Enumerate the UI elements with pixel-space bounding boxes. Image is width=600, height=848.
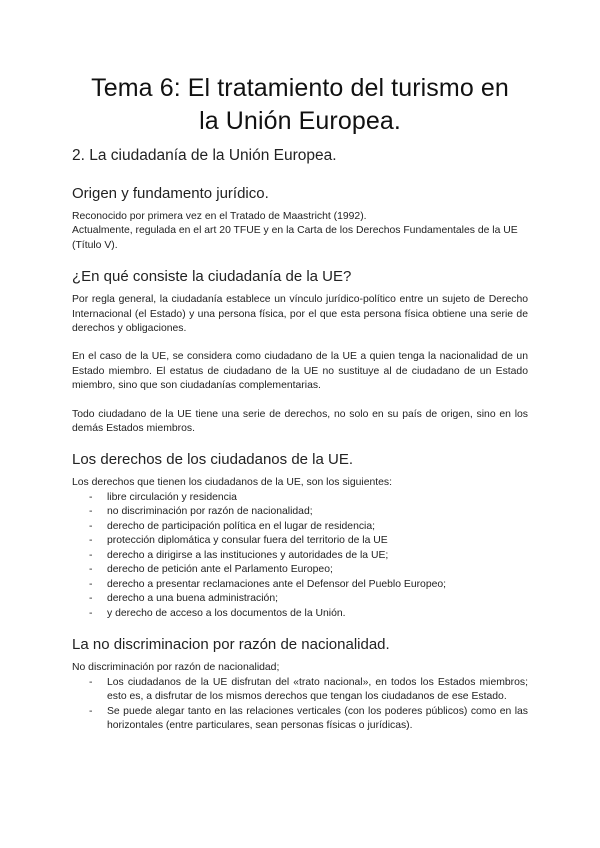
list-item-text: derecho a presentar reclamaciones ante el Defensor del Pueblo Europeo; bbox=[107, 578, 447, 590]
dash-marker: - bbox=[89, 607, 93, 619]
spacer bbox=[72, 166, 528, 184]
dash-marker: - bbox=[89, 549, 93, 561]
origen-line-1: Reconocido por primera vez en el Tratado de Maastricht (1992). bbox=[72, 211, 367, 222]
consiste-paragraph-3: Todo ciudadano de la UE tiene una serie de derechos, no solo en su país de origen, sino en los demás Estados miembros. bbox=[72, 408, 528, 435]
discriminacion-intro: No discriminación por razón de nacionalidad; bbox=[72, 662, 280, 674]
list-item-text: Se puede alegar tanto en las relaciones verticales (con los poderes públicos) como en las horizontales (entre particulares, sean personas físicas o jurídicas). bbox=[107, 705, 528, 732]
document-subtitle: 2. La ciudadanía de la Unión Europea. bbox=[72, 147, 337, 164]
dash-marker: - bbox=[89, 520, 93, 532]
spacer bbox=[72, 394, 528, 408]
document-title bbox=[72, 72, 528, 138]
dash-marker: - bbox=[89, 578, 93, 590]
dash-marker: - bbox=[89, 506, 93, 518]
dash-marker: - bbox=[89, 491, 93, 503]
origen-line-2: Actualmente, regulada en el art 20 TFUE y en la Carta de los Derechos Fundamentales de la UE (Título V). bbox=[72, 225, 518, 251]
section-derechos-heading: Los derechos de los ciudadanos de la UE. bbox=[72, 451, 354, 469]
list-item-text: libre circulación y residencia bbox=[107, 491, 237, 503]
section-consiste bbox=[72, 267, 528, 436]
derechos-intro: Los derechos que tienen los ciudadanos de la UE, son los siguientes: bbox=[72, 477, 393, 489]
consiste-paragraph-2: En el caso de la UE, se considera como ciudadano de la UE a quien tenga la nacionalidad de un Estado miembro. El estatus de ciudadano de la UE no sustituye al de ciudadano de un Estado miembro, sino que son ciudadanías complementarias. bbox=[72, 351, 528, 392]
section-origen-text bbox=[72, 210, 528, 253]
derechos-list bbox=[72, 491, 528, 622]
dash-marker: - bbox=[89, 535, 93, 547]
list-item bbox=[72, 549, 528, 564]
list-item bbox=[72, 505, 528, 520]
spacer bbox=[72, 621, 528, 635]
list-item bbox=[72, 563, 528, 578]
dash-marker: - bbox=[89, 564, 93, 576]
list-item-text: protección diplomática y consular fuera del territorio de la UE bbox=[107, 535, 388, 547]
list-item bbox=[72, 592, 528, 607]
discriminacion-list bbox=[72, 676, 528, 734]
list-item-text: derecho a dirigirse a las instituciones y autoridades de la UE; bbox=[107, 549, 389, 561]
dash-marker: - bbox=[89, 593, 93, 605]
list-item-text: derecho de participación política en el lugar de residencia; bbox=[107, 520, 376, 532]
list-item-text: Los ciudadanos de la UE disfrutan del «trato nacional», en todos los Estados miembros; esto es, a disfrutar de los mismos derechos que tengan los ciudadanos de ese Estado. bbox=[107, 676, 528, 703]
dash-marker: - bbox=[89, 676, 93, 688]
section-consiste-heading: ¿En qué consiste la ciudadanía de la UE? bbox=[72, 268, 352, 286]
dash-marker: - bbox=[89, 705, 93, 717]
spacer bbox=[72, 336, 528, 350]
list-item-text: derecho a una buena administración; bbox=[107, 593, 278, 605]
list-item bbox=[72, 676, 528, 705]
list-item bbox=[72, 520, 528, 535]
list-item bbox=[72, 534, 528, 549]
list-item bbox=[72, 578, 528, 593]
list-item-text: no discriminación por razón de nacionalidad; bbox=[107, 506, 313, 518]
list-item bbox=[72, 705, 528, 734]
spacer bbox=[72, 436, 528, 450]
list-item bbox=[72, 607, 528, 622]
section-origen-heading: Origen y fundamento jurídico. bbox=[72, 185, 269, 202]
spacer bbox=[72, 253, 528, 267]
list-item-text: derecho de petición ante el Parlamento Europeo; bbox=[107, 564, 333, 576]
section-discriminacion bbox=[72, 635, 528, 733]
section-origen bbox=[72, 184, 528, 253]
title-line-2: la Unión Europea. bbox=[199, 107, 401, 135]
list-item bbox=[72, 491, 528, 506]
title-line-1: Tema 6: El tratamiento del turismo en bbox=[91, 74, 509, 102]
consiste-paragraph-1: Por regla general, la ciudadanía establece un vínculo jurídico-político entre un sujeto de Derecho Internacional (el Estado) y una persona física, por el que esta persona física obtiene una serie de derechos y obligaciones. bbox=[72, 294, 528, 335]
section-derechos bbox=[72, 450, 528, 621]
list-item-text: y derecho de acceso a los documentos de la Unión. bbox=[107, 607, 346, 619]
section-discriminacion-heading: La no discriminacion por razón de nacionalidad. bbox=[72, 636, 390, 654]
